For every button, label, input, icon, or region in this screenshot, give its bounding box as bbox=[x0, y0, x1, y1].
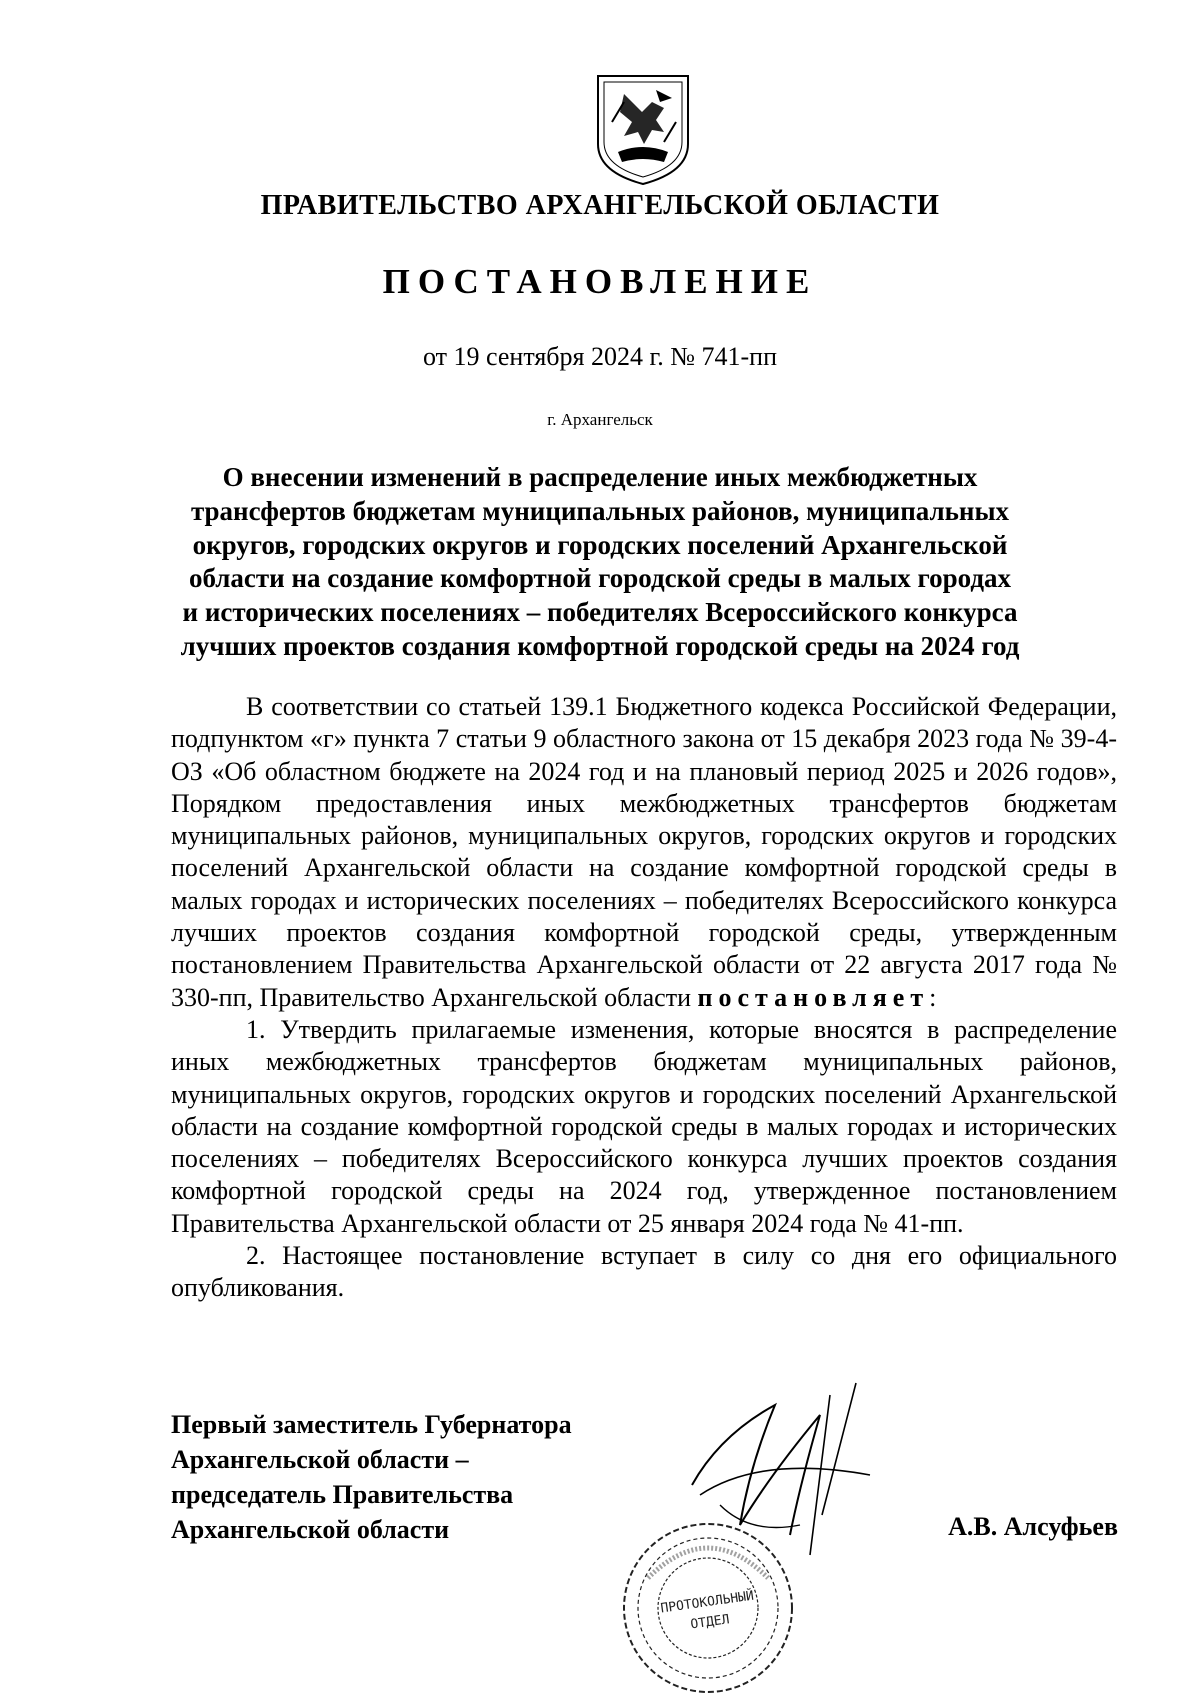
document-title bbox=[150, 461, 1050, 664]
document-date-number: от 19 сентября 2024 г. № 741-пп bbox=[422, 342, 778, 371]
title-line: лучших проектов создания комфортной городской среды на 2024 год bbox=[180, 630, 1020, 661]
official-stamp bbox=[618, 1518, 798, 1698]
title-line: трансфертов бюджетам муниципальных районов, муниципальных bbox=[190, 495, 1010, 526]
position-line: Архангельской области bbox=[171, 1515, 450, 1544]
position-line: Архангельской области – bbox=[171, 1445, 469, 1474]
coat-of-arms-emblem bbox=[594, 72, 692, 187]
item-1-paragraph: 1. Утвердить прилагаемые изменения, которые вносятся в распределение иных межбюджетных трансфертов бюджетам муниципальных районов, муниципальных округов, городских округов и городских поселений Архангельской области на создание комфортной городской среды в малых городах и исторических поселениях – победителях Всероссийского конкурса лучших проектов создания комфортной городской среды на 2024 год, утвержденное постановлением Правительства Архангельской области от 25 января 2024 года № 41-пп. bbox=[171, 1014, 1117, 1238]
organization-name: ПРАВИТЕЛЬСТВО АРХАНГЕЛЬСКОЙ ОБЛАСТИ bbox=[260, 190, 940, 221]
position-line: председатель Правительства bbox=[171, 1480, 514, 1509]
preamble-paragraph bbox=[171, 691, 1117, 1014]
signatory-position bbox=[171, 1407, 572, 1547]
stamp-text-line-2: ОТДЕЛ bbox=[689, 1612, 731, 1633]
resolves-word: постановляет bbox=[697, 982, 930, 1012]
document-type: ПОСТАНОВЛЕНИЕ bbox=[382, 262, 818, 301]
document-city: г. Архангельск bbox=[547, 410, 653, 429]
signer-name: А.В. Алсуфьев bbox=[948, 1512, 1118, 1541]
title-line: области на создание комфортной городской среды в малых городах bbox=[188, 563, 1012, 594]
resolves-colon: : bbox=[929, 982, 937, 1012]
item-2-paragraph: 2. Настоящее постановление вступает в силу со дня его официального опубликования. bbox=[171, 1241, 1117, 1303]
position-line: Первый заместитель Губернатора bbox=[171, 1410, 572, 1439]
title-line: округов, городских округов и городских поселений Архангельской bbox=[192, 529, 1008, 560]
preamble-text: В соответствии со статьей 139.1 Бюджетного кодекса Российской Федерации, подпунктом «г» пункта 7 статьи 9 областного закона от 15 декабря 2023 года № 39-4-ОЗ «Об областном бюджете на 2024 год и на плановый период 2025 и 2026 годов», Порядком предоставления иных межбюджетных трансфертов бюджетам муниципальных районов, муниципальных округов, городских округов и городских поселений Архангельской области на создание комфортной городской среды в малых городах и исторических поселениях – победителях Всероссийского конкурса лучших проектов создания комфортной городской среды, утвержденным постановлением Правительства Архангельской области от 22 августа 2017 года № 330-пп, Правительство Архангельской области bbox=[171, 692, 1117, 1012]
document-body bbox=[171, 691, 1117, 1305]
title-line: О внесении изменений в распределение иных межбюджетных bbox=[222, 462, 978, 492]
title-line: и исторических поселениях – победителях Всероссийского конкурса bbox=[182, 597, 1018, 628]
stamp-text-line-1: ПРОТОКОЛЬНЫЙ bbox=[659, 1588, 755, 1617]
